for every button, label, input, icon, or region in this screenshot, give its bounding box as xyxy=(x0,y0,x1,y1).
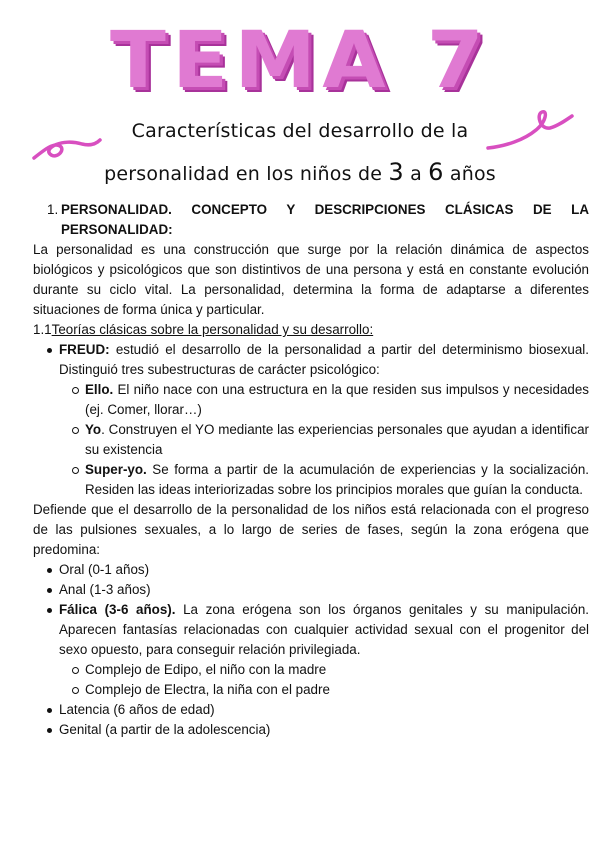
structures-list xyxy=(59,380,589,500)
subsection-heading xyxy=(33,320,589,340)
subsection-number: 1.1 xyxy=(33,322,52,337)
list-item-yo: Yo. Construyen el YO mediante las experiencias personales que ayudan a identificar su existencia xyxy=(59,420,589,460)
falica-text: La zona erógena son los órganos genitales y su manipulación. Aparecen fantasías relacionadas con cualquier actividad sexual con el progenitor del sexo opuesto, para conseguir relación privilegiada. xyxy=(59,602,589,657)
section-number: 1. xyxy=(47,202,59,217)
section-heading-text: PERSONALIDAD. CONCEPTO Y DESCRIPCIONES CLÁSICAS DE LA PERSONALIDAD: xyxy=(61,202,589,237)
freud-label: FREUD: xyxy=(59,342,110,357)
list-item-anal: Anal (1-3 años) xyxy=(33,580,589,600)
subsection-title: Teorías clásicas sobre la personalidad y su desarrollo: xyxy=(51,322,374,337)
freud-text: estudió el desarrollo de la personalidad a partir del determinismo biosexual. Distinguió tres subestructuras de carácter psicológico: xyxy=(59,342,589,377)
list-item-oral: Oral (0-1 años) xyxy=(33,560,589,580)
phases-list xyxy=(33,560,589,740)
section-heading xyxy=(33,200,589,240)
list-item-freud xyxy=(33,340,589,500)
list-item-super-yo: Super-yo. Se forma a partir de la acumulación de experiencias y la socialización. Residen las ideas interiorizadas sobre los principios morales que guían la conducta. xyxy=(59,460,589,500)
falica-label: Fálica (3-6 años). xyxy=(59,602,176,617)
list-item-edipo: Complejo de Edipo, el niño con la madre xyxy=(59,660,589,680)
list-item-latencia: Latencia (6 años de edad) xyxy=(33,700,589,720)
list-item-falica xyxy=(33,600,589,700)
subtitle-line-2: personalidad en los niños de 3 a 6 años xyxy=(104,158,496,186)
list-item-ello: Ello. El niño nace con una estructura en la que residen sus impulsos y necesidades (ej. Comer, llorar…) xyxy=(59,380,589,420)
page-title: TEMA 7 xyxy=(109,16,491,106)
list-item-electra: Complejo de Electra, la niña con el padre xyxy=(59,680,589,700)
document-body xyxy=(33,200,589,740)
intro-paragraph: La personalidad es una construcción que surge por la relación dinámica de aspectos biológicos y psicológicos que son distintivos de una persona y está en constante evolución durante su ciclo vital. La personalidad, determina la forma de adaptarse a diferentes situaciones de forma única y particular. xyxy=(33,242,589,317)
subtitle-line-1: Características del desarrollo de la xyxy=(131,120,469,142)
complexes-list xyxy=(59,660,589,700)
theories-list xyxy=(33,340,589,500)
list-item-genital: Genital (a partir de la adolescencia) xyxy=(33,720,589,740)
phases-paragraph: Defiende que el desarrollo de la personalidad de los niños está relacionada con el progreso de las pulsiones sexuales, a lo largo de series de fases, según la zona erógena que predomina: xyxy=(33,502,589,557)
